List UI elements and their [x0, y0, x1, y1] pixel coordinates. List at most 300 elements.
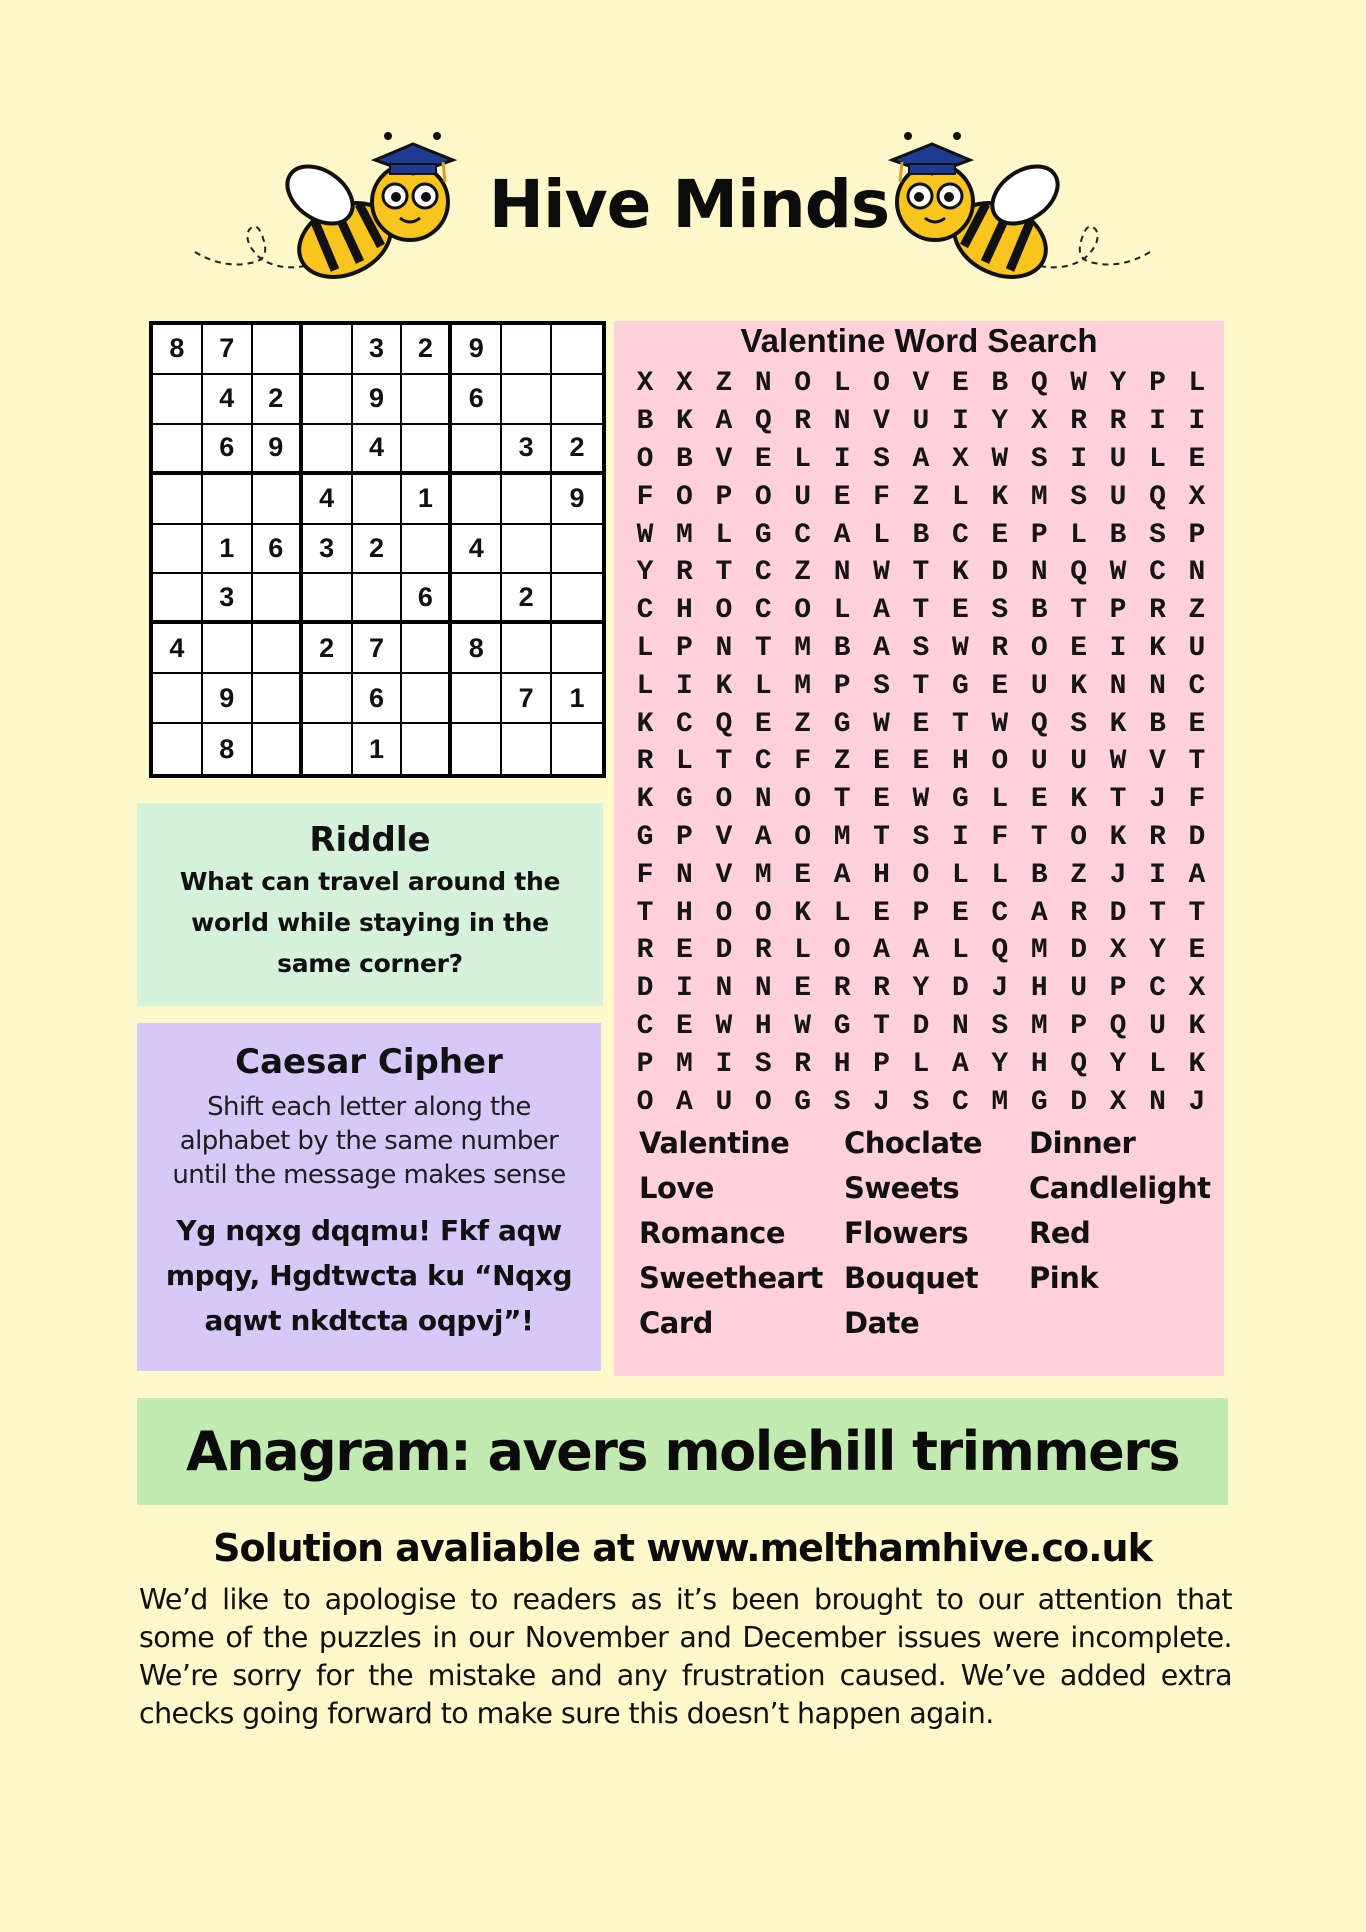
word-search-letter[interactable]: L — [794, 935, 812, 967]
word-search-letter[interactable]: Y — [1109, 1048, 1127, 1080]
word-search-letter[interactable]: L — [794, 443, 812, 475]
word-search-letter[interactable]: D — [991, 557, 1009, 589]
word-search-letter[interactable]: M — [794, 632, 812, 664]
word-search-letter[interactable]: W — [1070, 368, 1088, 400]
sudoku-cell[interactable] — [303, 674, 353, 724]
word-search-letter[interactable]: A — [754, 821, 772, 853]
word-search-letter[interactable]: T — [1030, 821, 1048, 853]
word-search-letter[interactable]: P — [833, 670, 851, 702]
word-search-letter[interactable]: I — [951, 406, 969, 438]
sudoku-cell[interactable] — [253, 724, 303, 774]
word-search-letter[interactable]: B — [676, 443, 693, 475]
sudoku-cell[interactable]: 1 — [402, 475, 452, 525]
word-search-letter[interactable]: S — [912, 632, 930, 664]
word-search-letter[interactable]: J — [1109, 859, 1127, 891]
word-search-letter[interactable]: M — [1030, 935, 1048, 967]
word-search-letter[interactable]: O — [715, 897, 733, 929]
word-search-letter[interactable]: M — [676, 519, 693, 551]
word-search-letter[interactable]: Q — [1070, 557, 1088, 589]
sudoku-cell[interactable] — [452, 574, 502, 624]
word-search-letter[interactable]: X — [676, 368, 693, 400]
word-search-letter[interactable]: H — [754, 1010, 772, 1042]
sudoku-cell[interactable]: 9 — [552, 475, 602, 525]
word-search-letter[interactable]: N — [833, 557, 851, 589]
sudoku-cell[interactable] — [452, 724, 502, 774]
sudoku-cell[interactable] — [303, 574, 353, 624]
word-search-letter[interactable]: F — [636, 481, 654, 513]
word-search-letter[interactable]: E — [991, 670, 1009, 702]
word-search-letter[interactable]: V — [1149, 746, 1166, 778]
word-search-letter[interactable]: O — [636, 1086, 654, 1118]
word-search-letter[interactable]: E — [991, 519, 1009, 551]
word-search-letter[interactable]: A — [833, 859, 851, 891]
word-search-letter[interactable]: E — [873, 897, 890, 929]
sudoku-cell[interactable]: 2 — [353, 525, 403, 575]
sudoku-cell[interactable]: 4 — [153, 624, 203, 674]
word-search-letter[interactable]: U — [715, 1086, 733, 1118]
word-search-letter[interactable]: R — [1109, 406, 1127, 438]
word-search-letter[interactable]: O — [794, 368, 812, 400]
word-search-letter[interactable]: A — [1188, 859, 1206, 891]
word-search-letter[interactable]: E — [1188, 935, 1206, 967]
word-search-letter[interactable]: U — [1188, 632, 1206, 664]
word-search-letter[interactable]: A — [715, 406, 733, 438]
word-search-letter[interactable]: O — [676, 481, 693, 513]
word-search-letter[interactable]: L — [1188, 368, 1206, 400]
word-search-letter[interactable]: Z — [1070, 859, 1088, 891]
sudoku-cell[interactable] — [203, 475, 253, 525]
word-search-letter[interactable]: S — [1070, 481, 1088, 513]
word-search-letter[interactable]: D — [1188, 821, 1206, 853]
word-search-letter[interactable]: C — [754, 595, 772, 627]
word-search-letter[interactable]: D — [951, 973, 969, 1005]
word-search-letter[interactable]: L — [951, 859, 969, 891]
word-search-letter[interactable]: P — [873, 1048, 890, 1080]
word-search-letter[interactable]: V — [912, 368, 930, 400]
word-search-letter[interactable]: M — [754, 859, 772, 891]
sudoku-cell[interactable] — [552, 525, 602, 575]
word-search-letter[interactable]: I — [1149, 406, 1166, 438]
word-search-letter[interactable]: Q — [1109, 1010, 1127, 1042]
word-search-letter[interactable]: N — [1188, 557, 1206, 589]
word-search-letter[interactable]: H — [1030, 1048, 1048, 1080]
word-search-letter[interactable]: M — [991, 1086, 1009, 1118]
sudoku-cell[interactable] — [153, 475, 203, 525]
word-search-letter[interactable]: T — [873, 1010, 890, 1042]
word-search-letter[interactable]: A — [1030, 897, 1048, 929]
sudoku-cell[interactable]: 4 — [303, 475, 353, 525]
word-search-letter[interactable]: T — [1109, 784, 1127, 816]
sudoku-cell[interactable] — [203, 624, 253, 674]
sudoku-cell[interactable] — [153, 724, 203, 774]
word-search-letter[interactable]: K — [636, 784, 654, 816]
word-search-letter[interactable]: X — [1030, 406, 1048, 438]
word-search-letter[interactable]: W — [715, 1010, 733, 1042]
sudoku-cell[interactable] — [502, 724, 552, 774]
word-search-letter[interactable]: K — [1070, 670, 1088, 702]
word-search-letter[interactable]: U — [1030, 746, 1048, 778]
word-search-letter[interactable]: C — [754, 746, 772, 778]
sudoku-cell[interactable]: 8 — [153, 325, 203, 375]
word-search-letter[interactable]: O — [754, 897, 772, 929]
word-search-letter[interactable]: L — [833, 595, 851, 627]
word-search-letter[interactable]: X — [1109, 1086, 1127, 1118]
word-search-letter[interactable]: T — [636, 897, 654, 929]
word-search-letter[interactable]: L — [754, 670, 772, 702]
word-search-letter[interactable]: S — [873, 670, 890, 702]
word-search-letter[interactable]: L — [873, 519, 890, 551]
word-search-letter[interactable]: N — [951, 1010, 969, 1042]
sudoku-cell[interactable]: 3 — [303, 525, 353, 575]
sudoku-cell[interactable] — [552, 624, 602, 674]
word-search-letter[interactable]: Y — [991, 406, 1009, 438]
sudoku-cell[interactable]: 8 — [203, 724, 253, 774]
word-search-letter[interactable]: W — [991, 443, 1009, 475]
sudoku-cell[interactable]: 6 — [203, 425, 253, 475]
word-search-letter[interactable]: H — [873, 859, 890, 891]
word-search-letter[interactable]: T — [951, 708, 969, 740]
word-search-letter[interactable]: L — [676, 746, 693, 778]
word-search-letter[interactable]: M — [676, 1048, 693, 1080]
sudoku-cell[interactable]: 2 — [402, 325, 452, 375]
word-search-letter[interactable]: V — [715, 821, 733, 853]
sudoku-cell[interactable]: 9 — [353, 375, 403, 425]
sudoku-cell[interactable] — [353, 574, 403, 624]
word-search-letter[interactable]: T — [912, 557, 930, 589]
word-search-letter[interactable]: L — [912, 1048, 930, 1080]
word-search-letter[interactable]: J — [873, 1086, 890, 1118]
word-search-letter[interactable]: Q — [1030, 368, 1048, 400]
sudoku-cell[interactable] — [153, 674, 203, 724]
word-search-letter[interactable]: B — [991, 368, 1009, 400]
word-search-letter[interactable]: A — [873, 595, 890, 627]
sudoku-cell[interactable] — [452, 475, 502, 525]
sudoku-cell[interactable]: 2 — [253, 375, 303, 425]
word-search-letter[interactable]: E — [833, 481, 851, 513]
word-search-letter[interactable]: W — [1109, 746, 1127, 778]
word-search-letter[interactable]: W — [912, 784, 930, 816]
word-search-letter[interactable]: O — [794, 821, 812, 853]
word-search-letter[interactable]: L — [833, 897, 851, 929]
word-search-letter[interactable]: O — [912, 859, 930, 891]
sudoku-cell[interactable] — [402, 525, 452, 575]
sudoku-cell[interactable] — [402, 425, 452, 475]
word-search-letter[interactable]: P — [676, 821, 693, 853]
word-search-letter[interactable]: K — [1070, 784, 1088, 816]
word-search-letter[interactable]: R — [794, 406, 812, 438]
word-search-letter[interactable]: E — [1070, 632, 1088, 664]
word-search-letter[interactable]: C — [636, 595, 654, 627]
sudoku-cell[interactable]: 8 — [452, 624, 502, 674]
word-search-letter[interactable]: K — [1109, 708, 1127, 740]
sudoku-cell[interactable] — [353, 475, 403, 525]
word-search-letter[interactable]: C — [951, 1086, 969, 1118]
word-search-letter[interactable]: S — [833, 1086, 851, 1118]
word-search-letter[interactable]: D — [715, 935, 733, 967]
word-search-letter[interactable]: T — [754, 632, 772, 664]
word-search-letter[interactable]: X — [1109, 935, 1127, 967]
word-search-letter[interactable]: K — [1149, 632, 1166, 664]
sudoku-cell[interactable] — [303, 375, 353, 425]
sudoku-cell[interactable] — [402, 674, 452, 724]
word-search-letter[interactable]: Y — [1109, 368, 1127, 400]
word-search-letter[interactable]: T — [1070, 595, 1088, 627]
word-search-letter[interactable]: E — [676, 935, 693, 967]
word-search-letter[interactable]: G — [951, 670, 969, 702]
word-search-letter[interactable]: B — [912, 519, 930, 551]
word-search-letter[interactable]: I — [676, 973, 693, 1005]
word-search-letter[interactable]: L — [1149, 1048, 1166, 1080]
word-search-letter[interactable]: D — [1109, 897, 1127, 929]
word-search-letter[interactable]: L — [833, 368, 851, 400]
word-search-letter[interactable]: E — [951, 897, 969, 929]
word-search-letter[interactable]: Q — [991, 935, 1009, 967]
word-search-letter[interactable]: Z — [715, 368, 733, 400]
word-search-letter[interactable]: T — [1149, 897, 1166, 929]
word-search-letter[interactable]: O — [833, 935, 851, 967]
sudoku-cell[interactable] — [303, 425, 353, 475]
sudoku-cell[interactable] — [253, 475, 303, 525]
word-search-letter[interactable]: C — [794, 519, 812, 551]
word-search-letter[interactable]: O — [991, 746, 1009, 778]
word-search-letter[interactable]: U — [1070, 746, 1088, 778]
sudoku-cell[interactable]: 4 — [452, 525, 502, 575]
word-search-letter[interactable]: M — [833, 821, 851, 853]
word-search-letter[interactable]: S — [754, 1048, 772, 1080]
word-search-letter[interactable]: K — [794, 897, 812, 929]
word-search-letter[interactable]: Z — [833, 746, 851, 778]
word-search-letter[interactable]: R — [873, 973, 890, 1005]
sudoku-cell[interactable] — [402, 624, 452, 674]
sudoku-cell[interactable] — [303, 325, 353, 375]
word-search-letter[interactable]: V — [873, 406, 890, 438]
word-search-letter[interactable]: N — [833, 406, 851, 438]
word-search-letter[interactable]: O — [715, 595, 733, 627]
sudoku-cell[interactable]: 7 — [353, 624, 403, 674]
sudoku-cell[interactable] — [502, 375, 552, 425]
word-search-letter[interactable]: H — [833, 1048, 851, 1080]
word-search-letter[interactable]: T — [1188, 746, 1206, 778]
sudoku-cell[interactable] — [153, 525, 203, 575]
sudoku-cell[interactable]: 9 — [253, 425, 303, 475]
word-search-letter[interactable]: O — [794, 595, 812, 627]
word-search-letter[interactable]: G — [951, 784, 969, 816]
word-search-letter[interactable]: Q — [1149, 481, 1166, 513]
word-search-letter[interactable]: E — [873, 784, 890, 816]
word-search-letter[interactable]: O — [1070, 821, 1088, 853]
sudoku-cell[interactable] — [253, 574, 303, 624]
word-search-letter[interactable]: T — [715, 746, 733, 778]
word-search-letter[interactable]: P — [912, 897, 930, 929]
word-search-letter[interactable]: R — [636, 746, 654, 778]
word-search-letter[interactable]: I — [951, 821, 969, 853]
word-search-letter[interactable]: E — [794, 859, 812, 891]
word-search-letter[interactable]: B — [1030, 859, 1048, 891]
word-search-letter[interactable]: J — [1188, 1086, 1206, 1118]
sudoku-cell[interactable] — [253, 674, 303, 724]
word-search-letter[interactable]: N — [715, 632, 733, 664]
word-search-letter[interactable]: E — [912, 746, 930, 778]
word-search-letter[interactable]: M — [1030, 481, 1048, 513]
word-search-letter[interactable]: N — [1149, 670, 1166, 702]
word-search-letter[interactable]: N — [1149, 1086, 1166, 1118]
word-search-letter[interactable]: N — [715, 973, 733, 1005]
word-search-letter[interactable]: O — [754, 481, 772, 513]
word-search-letter[interactable]: P — [1030, 519, 1048, 551]
word-search-letter[interactable]: C — [636, 1010, 654, 1042]
word-search-letter[interactable]: A — [873, 632, 890, 664]
sudoku-cell[interactable]: 7 — [203, 325, 253, 375]
word-search-letter[interactable]: W — [873, 708, 890, 740]
word-search-letter[interactable]: S — [1070, 708, 1088, 740]
word-search-letter[interactable]: H — [951, 746, 969, 778]
sudoku-cell[interactable]: 6 — [253, 525, 303, 575]
word-search-letter[interactable]: I — [1188, 406, 1206, 438]
word-search-letter[interactable]: O — [1030, 632, 1048, 664]
word-search-letter[interactable]: E — [951, 595, 969, 627]
word-search-letter[interactable]: N — [1109, 670, 1127, 702]
word-search-letter[interactable]: D — [1070, 1086, 1088, 1118]
sudoku-cell[interactable]: 1 — [203, 525, 253, 575]
word-search-letter[interactable]: K — [676, 406, 693, 438]
word-search-letter[interactable]: X — [1188, 481, 1206, 513]
word-search-letter[interactable]: Y — [991, 1048, 1009, 1080]
sudoku-cell[interactable]: 2 — [303, 624, 353, 674]
sudoku-cell[interactable]: 6 — [402, 574, 452, 624]
word-search-letter[interactable]: L — [991, 859, 1009, 891]
word-search-letter[interactable]: R — [1070, 897, 1088, 929]
word-search-letter[interactable]: K — [636, 708, 654, 740]
word-search-letter[interactable]: D — [636, 973, 654, 1005]
sudoku-cell[interactable] — [452, 425, 502, 475]
sudoku-cell[interactable]: 6 — [452, 375, 502, 425]
word-search-letter[interactable]: G — [636, 821, 654, 853]
word-search-letter[interactable]: H — [676, 595, 693, 627]
word-search-letter[interactable]: O — [754, 1086, 772, 1118]
word-search-letter[interactable]: G — [1030, 1086, 1048, 1118]
word-search-letter[interactable]: G — [676, 784, 693, 816]
word-search-letter[interactable]: R — [991, 632, 1009, 664]
word-search-letter[interactable]: Z — [794, 708, 812, 740]
word-search-letter[interactable]: V — [715, 859, 733, 891]
word-search-letter[interactable]: F — [873, 481, 890, 513]
word-search-letter[interactable]: A — [912, 935, 930, 967]
word-search-letter[interactable]: G — [833, 1010, 851, 1042]
word-search-letter[interactable]: L — [636, 670, 654, 702]
word-search-letter[interactable]: R — [833, 973, 851, 1005]
word-search-letter[interactable]: E — [1188, 708, 1206, 740]
word-search-letter[interactable]: U — [1109, 443, 1127, 475]
word-search-letter[interactable]: L — [1070, 519, 1088, 551]
sudoku-cell[interactable] — [552, 375, 602, 425]
word-search-letter[interactable]: T — [873, 821, 890, 853]
word-search-letter[interactable]: A — [833, 519, 851, 551]
sudoku-cell[interactable] — [502, 525, 552, 575]
word-search-letter[interactable]: D — [1070, 935, 1088, 967]
sudoku-cell[interactable]: 7 — [502, 674, 552, 724]
word-search-letter[interactable]: I — [715, 1048, 733, 1080]
sudoku-cell[interactable] — [552, 574, 602, 624]
word-search-letter[interactable]: G — [833, 708, 851, 740]
sudoku-cell[interactable] — [552, 724, 602, 774]
sudoku-cell[interactable] — [452, 674, 502, 724]
word-search-letter[interactable]: M — [794, 670, 812, 702]
word-search-letter[interactable]: R — [1070, 406, 1088, 438]
sudoku-cell[interactable]: 1 — [353, 724, 403, 774]
word-search-letter[interactable]: L — [1149, 443, 1166, 475]
word-search-letter[interactable]: L — [636, 632, 654, 664]
word-search-letter[interactable]: E — [754, 443, 772, 475]
sudoku-cell[interactable]: 3 — [353, 325, 403, 375]
sudoku-cell[interactable] — [502, 624, 552, 674]
word-search-letter[interactable]: Y — [912, 973, 930, 1005]
sudoku-cell[interactable] — [502, 475, 552, 525]
sudoku-cell[interactable]: 4 — [203, 375, 253, 425]
word-search-letter[interactable]: W — [1109, 557, 1127, 589]
word-search-letter[interactable]: I — [1070, 443, 1088, 475]
word-search-letter[interactable]: S — [912, 1086, 930, 1118]
word-search-letter[interactable]: I — [676, 670, 693, 702]
word-search-letter[interactable]: R — [676, 557, 693, 589]
word-search-letter[interactable]: V — [715, 443, 733, 475]
word-search-letter[interactable]: O — [873, 368, 890, 400]
word-search-letter[interactable]: K — [715, 670, 733, 702]
sudoku-cell[interactable] — [253, 325, 303, 375]
word-search-letter[interactable]: N — [754, 368, 772, 400]
word-search-letter[interactable]: P — [1149, 368, 1166, 400]
word-search-letter[interactable]: E — [794, 973, 812, 1005]
word-search-letter[interactable]: C — [1149, 973, 1166, 1005]
word-search-letter[interactable]: U — [1109, 481, 1127, 513]
word-search-letter[interactable]: S — [912, 821, 930, 853]
sudoku-cell[interactable]: 1 — [552, 674, 602, 724]
word-search-letter[interactable]: G — [754, 519, 772, 551]
word-search-letter[interactable]: P — [1109, 595, 1127, 627]
word-search-letter[interactable]: I — [1109, 632, 1127, 664]
word-search-letter[interactable]: R — [754, 935, 772, 967]
word-search-letter[interactable]: C — [676, 708, 693, 740]
word-search-letter[interactable]: P — [1109, 973, 1127, 1005]
sudoku-cell[interactable] — [552, 325, 602, 375]
word-search-letter[interactable]: B — [1030, 595, 1048, 627]
word-search-letter[interactable]: N — [1030, 557, 1048, 589]
word-search-letter[interactable]: K — [991, 481, 1009, 513]
word-search-letter[interactable]: P — [676, 632, 693, 664]
word-search-letter[interactable]: Q — [1030, 708, 1048, 740]
word-search-letter[interactable]: E — [1188, 443, 1206, 475]
word-search-letter[interactable]: M — [1030, 1010, 1048, 1042]
word-search-letter[interactable]: R — [1149, 595, 1166, 627]
word-search-letter[interactable]: B — [1149, 708, 1166, 740]
sudoku-cell[interactable]: 2 — [502, 574, 552, 624]
sudoku-cell[interactable]: 3 — [203, 574, 253, 624]
word-search-letter[interactable]: C — [1149, 557, 1166, 589]
word-search-letter[interactable]: Y — [1149, 935, 1166, 967]
word-search-letter[interactable]: N — [754, 784, 772, 816]
word-search-letter[interactable]: R — [794, 1048, 812, 1080]
word-search-letter[interactable]: K — [951, 557, 969, 589]
word-search-letter[interactable]: S — [1030, 443, 1048, 475]
word-search-letter[interactable]: J — [1149, 784, 1166, 816]
word-search-letter[interactable]: E — [754, 708, 772, 740]
sudoku-cell[interactable]: 4 — [353, 425, 403, 475]
word-search-letter[interactable]: E — [951, 368, 969, 400]
word-search-letter[interactable]: F — [794, 746, 812, 778]
word-search-letter[interactable]: O — [715, 784, 733, 816]
sudoku-cell[interactable]: 2 — [552, 425, 602, 475]
word-search-letter[interactable]: E — [676, 1010, 693, 1042]
sudoku-cell[interactable] — [502, 325, 552, 375]
